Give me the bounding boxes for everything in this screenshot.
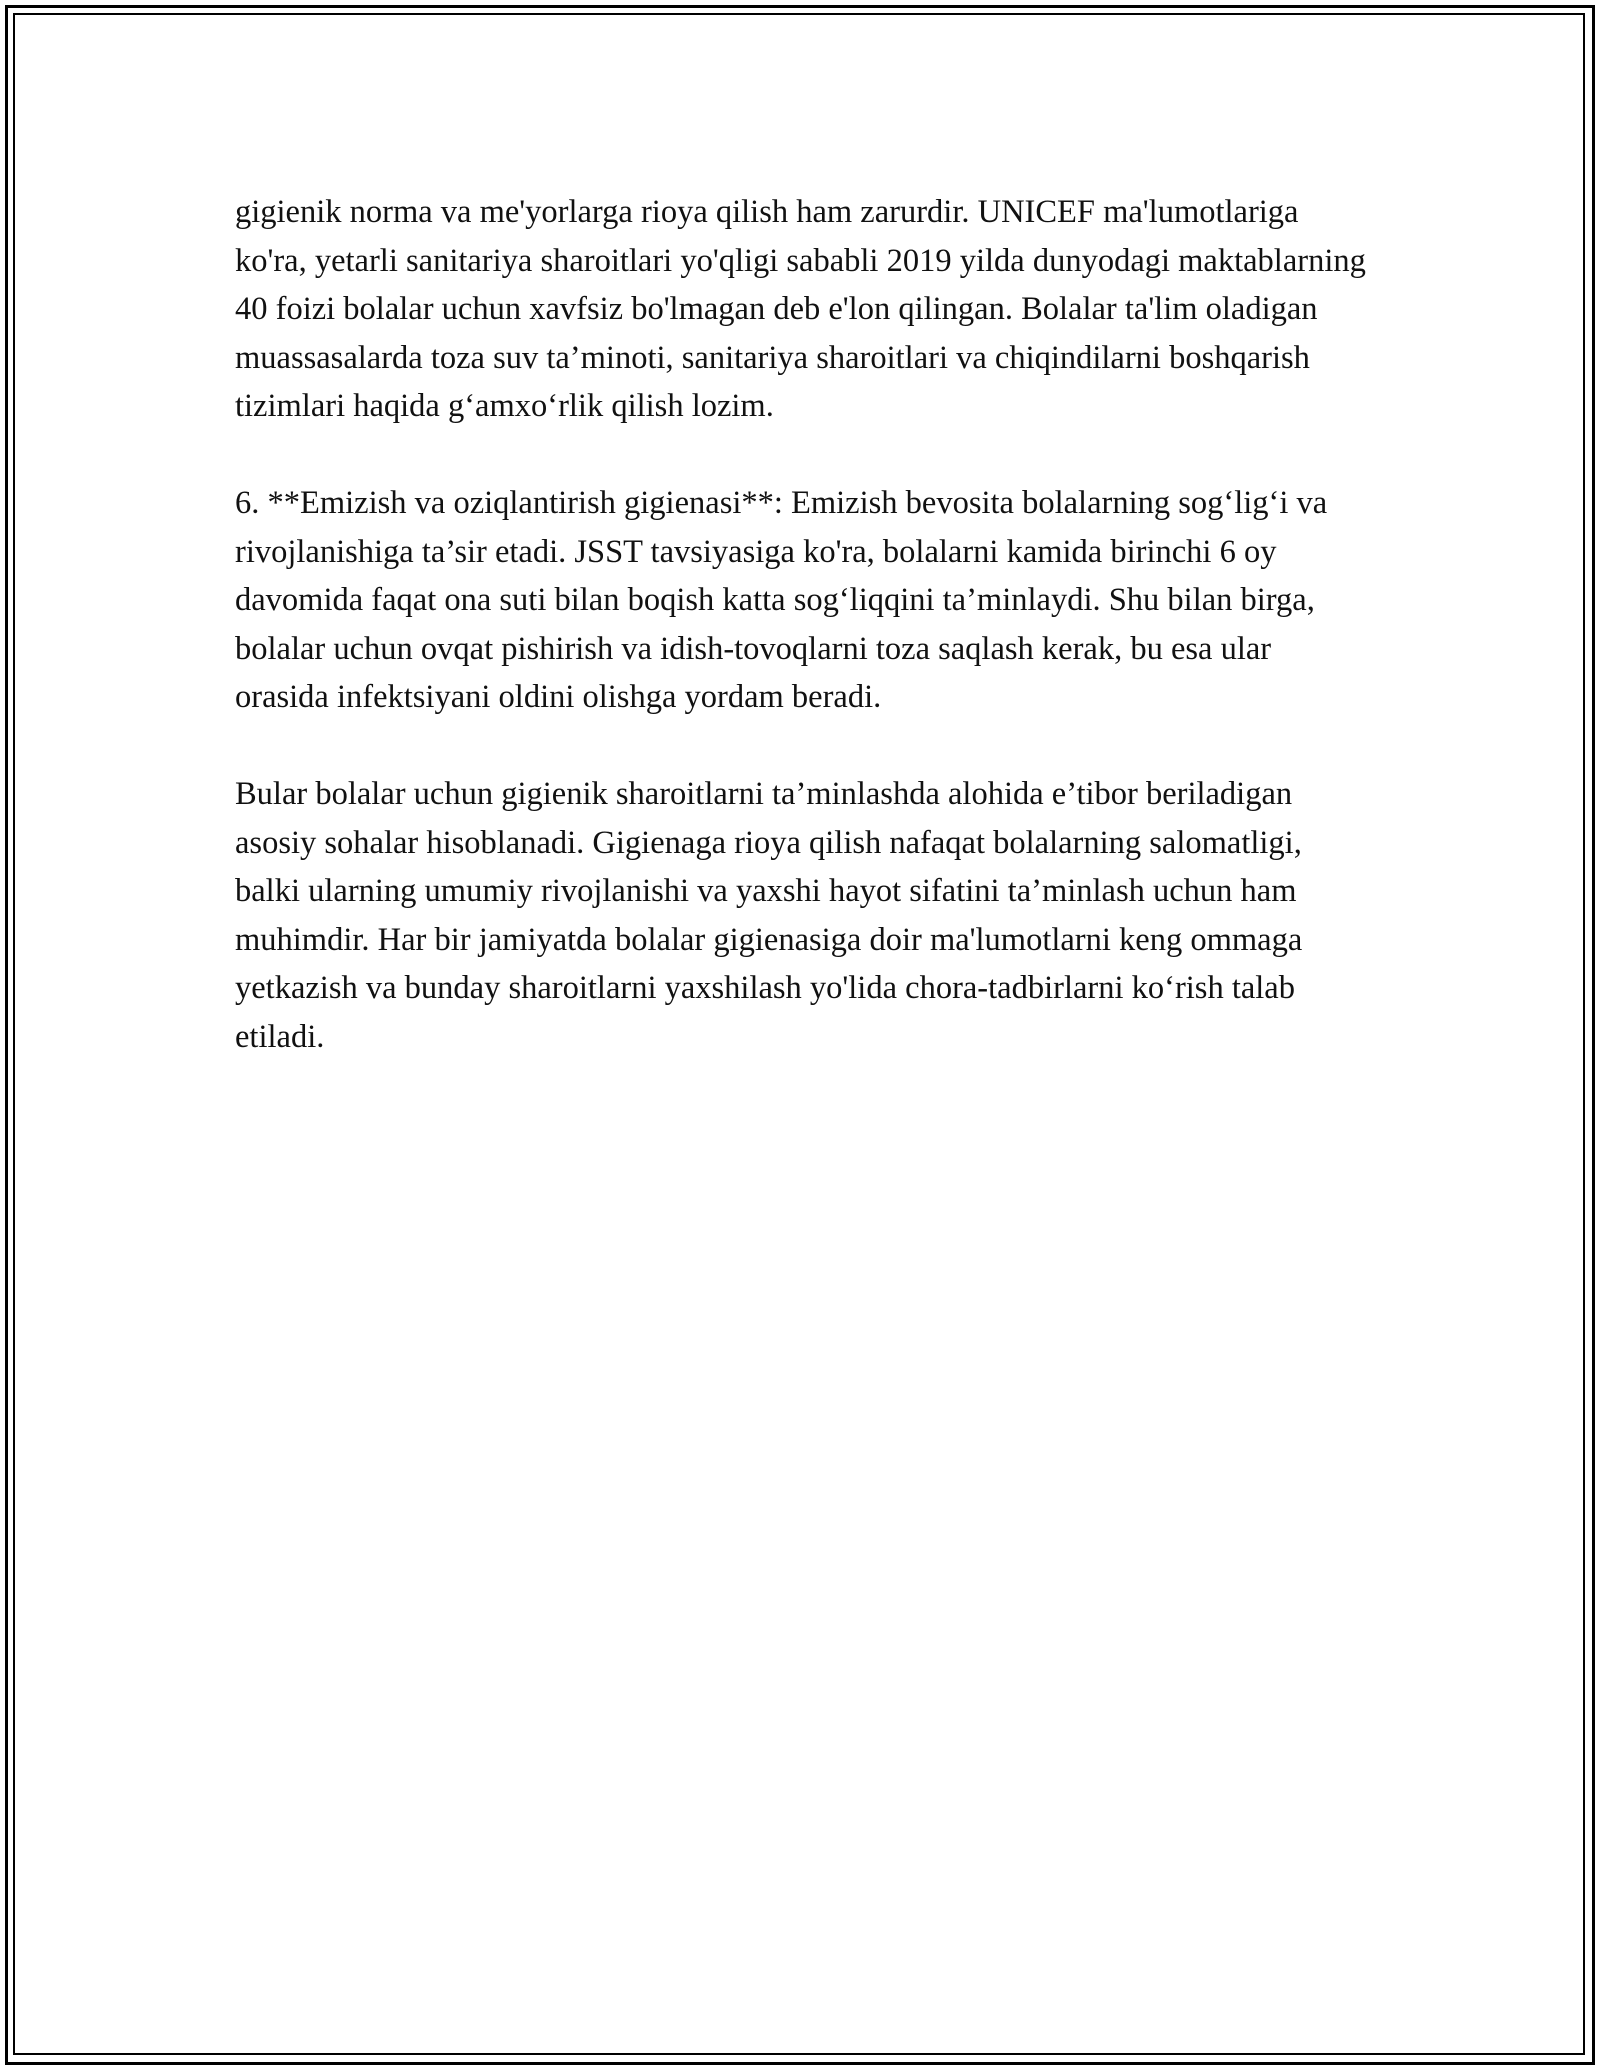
document-body	[235, 188, 1370, 1061]
paragraph-breastfeeding-hygiene: 6. **Emizish va oziqlantirish gigienasi**: Emizish bevosita bolalarning sog‘lig‘i va rivojlanishiga ta’sir etadi. JSST tavsiyasiga ko'ra, bolalarni kamida birinchi 6 oy davomida faqat ona suti bilan boqish katta sog‘liqqini ta’minlaydi. Shu bilan birga, bolalar uchun ovqat pishirish va idish-tovoqlarni toza saqlash kerak, bu esa ular orasida infektsiyani oldini olishga yordam beradi.	[235, 485, 1328, 715]
paragraph-conclusion: Bular bolalar uchun gigienik sharoitlarni ta’minlashda alohida e’tibor beriladigan asosiy sohalar hisoblanadi. Gigienaga rioya qilish nafaqat bolalarning salomatligi, balki ularning umumiy rivojlanishi va yaxshi hayot sifatini ta’minlash uchun ham muhimdir. Har bir jamiyatda bolalar gigienasiga doir ma'lumotlarni keng ommaga yetkazish va bunday sharoitlarni yaxshilash yo'lida chora-tadbirlarni ko‘rish talab etiladi.	[235, 776, 1303, 1055]
paragraph-school-sanitation: gigienik norma va me'yorlarga rioya qilish ham zarurdir. UNICEF ma'lumotlariga ko'ra, yetarli sanitariya sharoitlari yo'qligi sababli 2019 yilda dunyodagi maktablarning 40 foizi bolalar uchun xavfsiz bo'lmagan deb e'lon qilingan. Bolalar ta'lim oladigan muassasalarda toza suv ta’minoti, sanitariya sharoitlari va chiqindilarni boshqarish tizimlari haqida g‘amxo‘rlik qilish lozim.	[235, 194, 1366, 424]
